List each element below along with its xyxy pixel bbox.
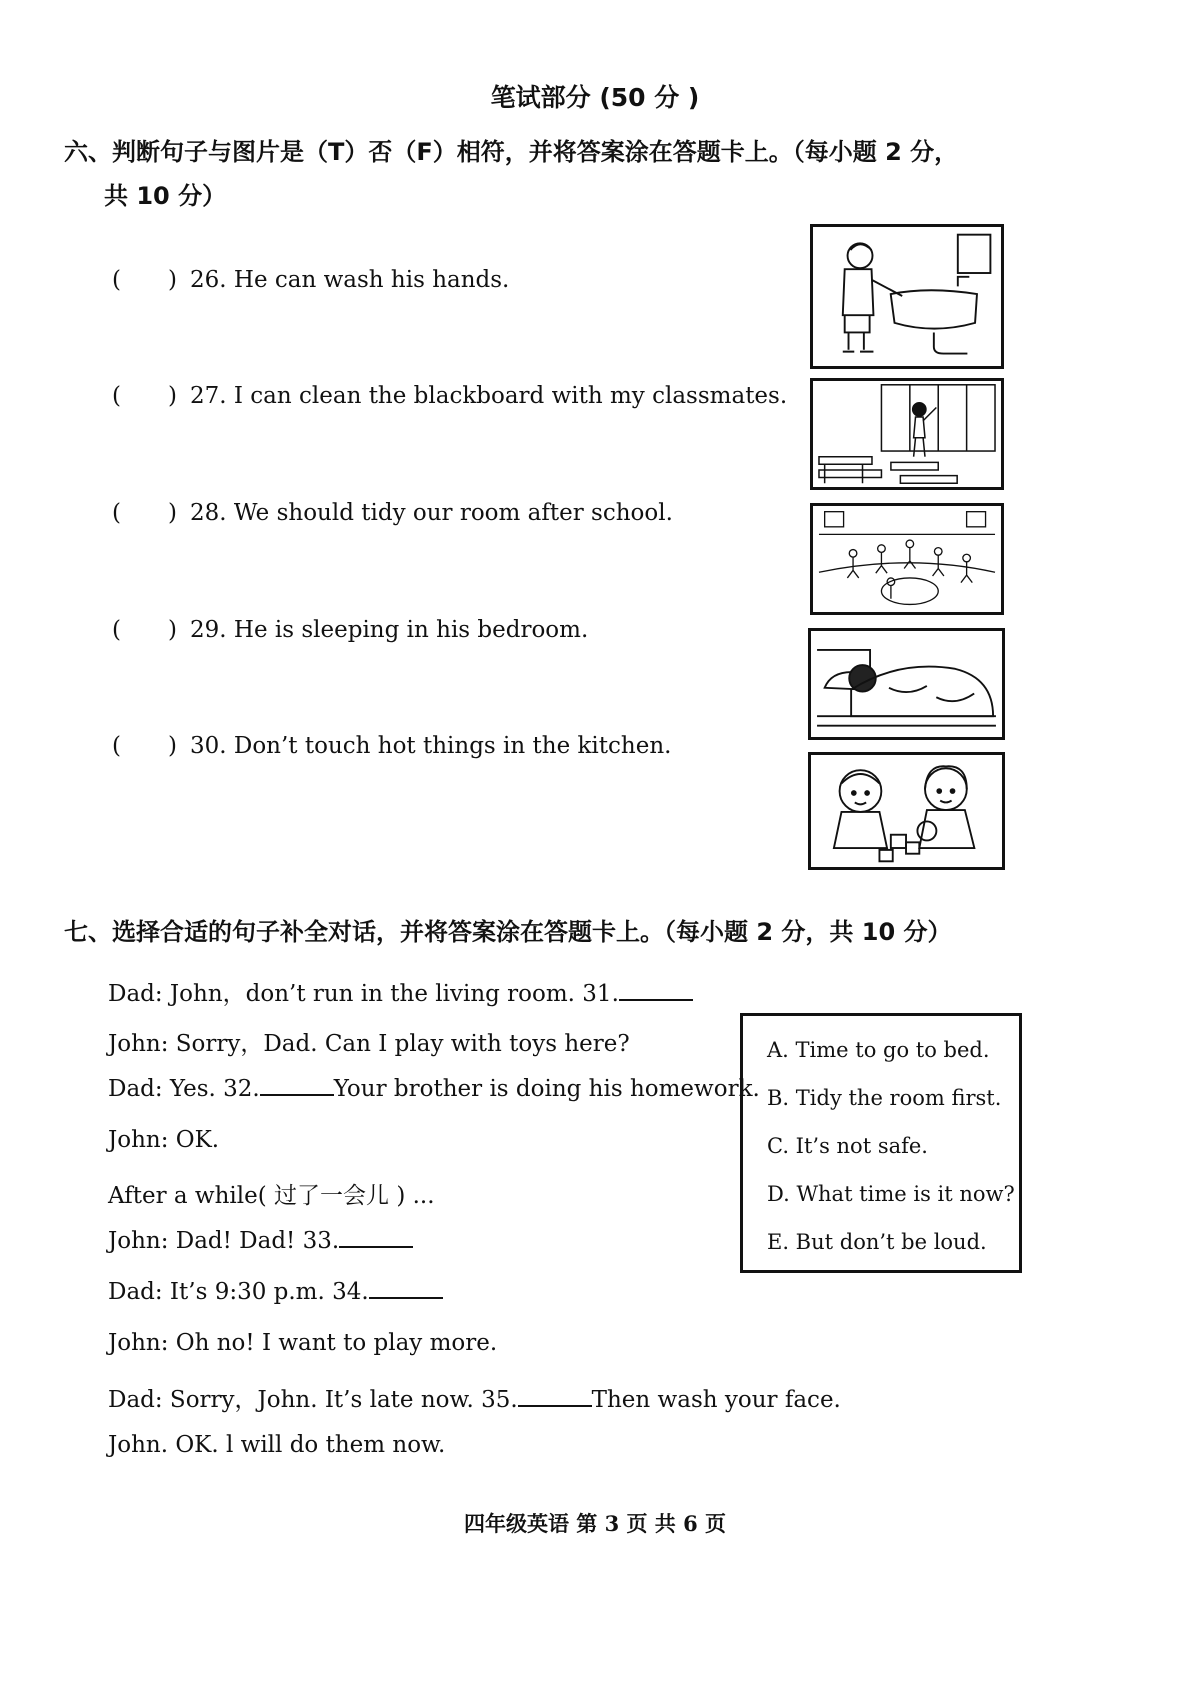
answer-blank-35[interactable] bbox=[518, 1387, 592, 1407]
answer-blank-31[interactable] bbox=[619, 981, 693, 1001]
question-26 bbox=[112, 267, 509, 293]
question-text: 29. He is sleeping in his bedroom. bbox=[190, 617, 589, 643]
dialog-line-6: John: Dad! Dad! 33. bbox=[108, 1228, 413, 1254]
answer-blank-33[interactable] bbox=[339, 1228, 413, 1248]
dialog-line-7: Dad: It’s 9:30 p.m. 34. bbox=[108, 1279, 443, 1305]
option-c: C. It’s not safe. bbox=[767, 1134, 928, 1158]
answer-bracket[interactable]: ( ) bbox=[112, 733, 177, 759]
option-a: A. Time to go to bed. bbox=[767, 1038, 990, 1062]
question-text: 28. We should tidy our room after school. bbox=[190, 500, 673, 526]
section-6-heading bbox=[64, 130, 1044, 218]
answer-options-box bbox=[740, 1013, 1022, 1273]
boy-washing-hands-picture bbox=[810, 224, 1004, 369]
option-b: B. Tidy the room first. bbox=[767, 1086, 1002, 1110]
dialog-line-8: John: Oh no! I want to play more. bbox=[108, 1330, 498, 1356]
option-d: D. What time is it now? bbox=[767, 1182, 1015, 1206]
question-text: 27. I can clean the blackboard with my classmates. bbox=[190, 383, 788, 409]
question-29 bbox=[112, 617, 588, 643]
answer-bracket[interactable]: ( ) bbox=[112, 383, 177, 409]
page-title: 笔试部分 (50 分 ) bbox=[490, 83, 700, 112]
dialog-line-3: Dad: Yes. 32. Your brother is doing his homework. bbox=[108, 1076, 760, 1102]
boy-sleeping-in-bed-picture bbox=[808, 628, 1005, 740]
dialog-line-10: John. OK. l will do them now. bbox=[108, 1432, 446, 1458]
question-text: 26. He can wash his hands. bbox=[190, 267, 510, 293]
question-text: 30. Don’t touch hot things in the kitchen. bbox=[190, 733, 672, 759]
dialog-line-9: Dad: Sorry，John. It’s late now. 35. Then wash your face. bbox=[108, 1387, 841, 1413]
dialog-line-2: John: Sorry，Dad. Can I play with toys here? bbox=[108, 1031, 630, 1057]
question-27 bbox=[112, 383, 787, 409]
dialog-line-5: After a while( 过了一会儿 ) ... bbox=[108, 1183, 435, 1209]
page-footer: 四年级英语 第 3 页 共 6 页 bbox=[463, 1511, 727, 1536]
children-playing-basketball-picture bbox=[810, 503, 1004, 615]
section-6-heading-line1: 六、判断句子与图片是（T）否（F）相符，并将答案涂在答题卡上。（每小题 2 分， bbox=[64, 138, 959, 166]
boy-cleaning-window-classroom-picture bbox=[810, 378, 1004, 490]
answer-blank-34[interactable] bbox=[369, 1279, 443, 1299]
answer-bracket[interactable]: ( ) bbox=[112, 617, 177, 643]
answer-bracket[interactable]: ( ) bbox=[112, 500, 177, 526]
dialog-line-4: John: OK. bbox=[108, 1127, 220, 1153]
answer-blank-32[interactable] bbox=[260, 1076, 334, 1096]
option-e: E. But don’t be loud. bbox=[767, 1230, 987, 1254]
question-30 bbox=[112, 733, 671, 759]
question-28 bbox=[112, 500, 673, 526]
section-6-heading-line2: 共 10 分） bbox=[104, 182, 227, 210]
section-7-heading: 七、选择合适的句子补全对话，并将答案涂在答题卡上。（每小题 2 分，共 10 分） bbox=[64, 918, 952, 946]
children-playing-with-toys-picture bbox=[808, 752, 1005, 870]
answer-bracket[interactable]: ( ) bbox=[112, 267, 177, 293]
dialog-line-1: Dad: John，don’t run in the living room. 31. bbox=[108, 975, 693, 1008]
